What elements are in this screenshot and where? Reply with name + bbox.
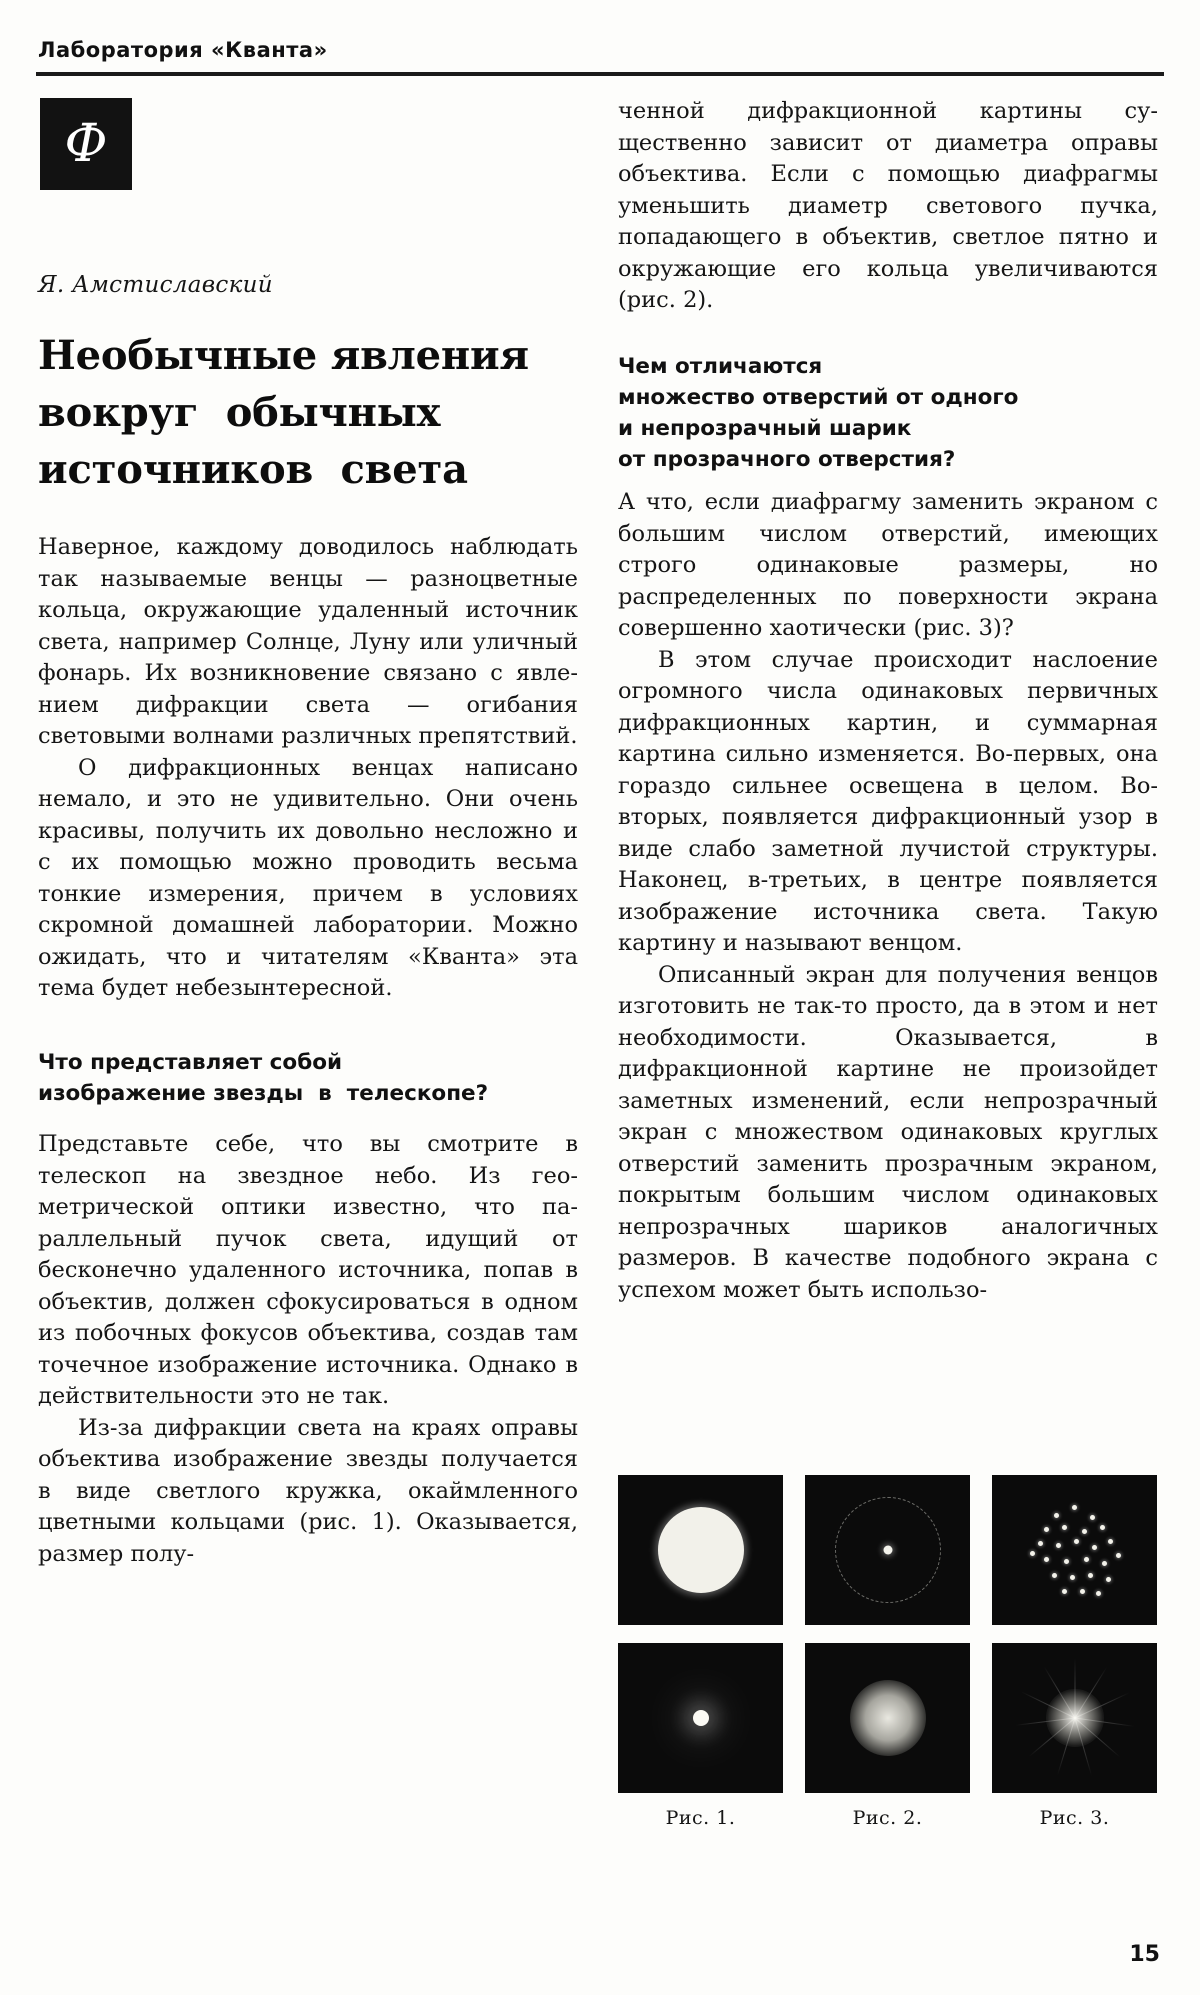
figure-1-top-large-disc	[618, 1475, 783, 1625]
paragraph: ченной дифракционной картины существенно зависит от диаметра оправы объектива. Если с помощью диафрагмы уменьшить диаметр светового пучка, попадающего в объектив, светлое пятно и окружающие его кольца увеличиваются (рис. 2).	[618, 98, 1158, 313]
figure-captions	[618, 1807, 1158, 1829]
figure-caption: Рис. 1.	[665, 1807, 736, 1829]
logo-glyph: Ф	[64, 114, 108, 174]
title-line-2: вокруг обычных	[38, 388, 441, 436]
aperture-speck	[1096, 1591, 1101, 1596]
figure-2-bottom-diffraction-pattern	[805, 1643, 970, 1793]
large-light-disc	[658, 1507, 744, 1593]
aperture-speck	[1056, 1543, 1061, 1548]
figure-row-top	[618, 1475, 1158, 1625]
aperture-speck	[1088, 1573, 1093, 1578]
subhead-line-1: Чем отличаются	[618, 353, 823, 379]
title-line-3: источников света	[38, 445, 468, 493]
aperture-speck	[1080, 1589, 1085, 1594]
header-divider	[36, 72, 1164, 76]
author-byline: Я. Амстиславский	[38, 272, 273, 298]
diffraction-core	[850, 1680, 926, 1756]
aperture-speck	[1030, 1551, 1035, 1556]
page-title	[38, 328, 578, 498]
subhead-line-1: Что представляет собой	[38, 1049, 343, 1075]
aperture-speck	[1082, 1529, 1087, 1534]
subhead-line-3: и непрозрачный шарик	[618, 415, 912, 441]
subhead-line-2: множество отверстий от одного	[618, 384, 1019, 410]
aperture-speck	[1106, 1577, 1111, 1582]
aperture-speck	[1072, 1505, 1077, 1510]
aperture-speck	[1044, 1527, 1049, 1532]
subhead-line-2: изображение звезды в телескопе?	[38, 1081, 489, 1107]
figure-group	[618, 1475, 1158, 1829]
subhead-line-4: от прозрачного отверстия?	[618, 447, 956, 473]
aperture-speck	[1100, 1525, 1105, 1530]
kvant-lab-logo	[40, 98, 132, 190]
aperture-speck	[1070, 1575, 1075, 1580]
aperture-speck	[1092, 1545, 1097, 1550]
aperture-speck	[1090, 1515, 1095, 1520]
paragraph: Наверное, каждому доводилось наблюдать так называемые венцы — разноцветные кольца, окружающие удаленный источник света, например Солнце, Луну или уличный фонарь. Их возникновение связано с явлением дифракции света — огибания световыми волнами различных препятствий.	[38, 534, 578, 750]
aperture-speck	[1038, 1541, 1043, 1546]
paragraph: В этом случае происходит наслоение огромного числа одинаковых первичных дифракционных картин, и суммарная картина сильно изменяется. Во-первых, она гораздо сильнее освещена в целом. Во-вторых, появляется дифракционный узор в виде слабо заметной лучистой структуры. Наконец, в-третьих, в центре появляется изображение источника света. Такую картину и называют венцом.	[618, 646, 1158, 957]
figure-caption: Рис. 3.	[1039, 1807, 1110, 1829]
aperture-speck	[1116, 1553, 1121, 1558]
right-column	[618, 96, 1158, 1306]
figure-2-top-small-dot	[805, 1475, 970, 1625]
paragraph: А что, если диафрагму заменить экраном с большим числом отверстий, имеющих строго одинаковые размеры, но распределенных по поверхности экрана совершенно хаотически (рис. 3)?	[618, 489, 1158, 642]
figure-1-bottom-diffraction-pattern	[618, 1643, 783, 1793]
section-subhead	[618, 351, 1158, 476]
paragraph: Из-за дифракции света на краях оправы объектива изображение звезды получается в виде светлого кружка, окаймленного цветными кольцами (рис. 1). Оказывается, размер полу-	[38, 1414, 578, 1567]
figure-3-top-aperture-array	[992, 1475, 1157, 1625]
diffraction-core	[693, 1710, 709, 1726]
aperture-speck	[1062, 1525, 1067, 1530]
small-light-dot	[883, 1546, 892, 1555]
aperture-speck	[1102, 1561, 1107, 1566]
aperture-speck	[1044, 1557, 1049, 1562]
aperture-speck	[1064, 1559, 1069, 1564]
aperture-speck	[1084, 1557, 1089, 1562]
page-number: 15	[1129, 1942, 1160, 1967]
diffraction-core	[1046, 1689, 1104, 1747]
title-line-1: Необычные явления	[38, 332, 529, 379]
aperture-speck	[1074, 1539, 1079, 1544]
section-subhead	[38, 1047, 578, 1109]
figure-row-bottom	[618, 1643, 1158, 1793]
paragraph: Представьте себе, что вы смотрите в телескоп на звездное небо. Из геометрической оптики известно, что параллельный пучок света, идущий от бесконечно удаленного источника, попав в объектив, должен сфокусироваться в одном из побочных фокусов объектива, создав там точечное изображение источника. Однако в действительности это не так.	[38, 1131, 578, 1410]
aperture-speck	[1052, 1573, 1057, 1578]
paragraph: Описанный экран для получения венцов изготовить не так-то просто, да в этом и нет необходимости. Оказывается, в дифракционной картине не произойдет заметных изменений, если непрозрачный экран с множеством одинаковых круглых отверстий заменить прозрачным экраном, покрытым большим числом одинаковых непрозрачных шариков аналогичных размеров. В качестве подобного экрана с успехом может быть использо-	[618, 961, 1158, 1303]
figure-caption: Рис. 2.	[852, 1807, 923, 1829]
figure-3-bottom-corona-pattern	[992, 1643, 1157, 1793]
aperture-speck	[1054, 1513, 1059, 1518]
left-column	[38, 96, 578, 1570]
aperture-speck	[1062, 1589, 1067, 1594]
running-head: Лаборатория «Кванта»	[38, 38, 328, 62]
aperture-speck	[1108, 1539, 1113, 1544]
paragraph: О дифракционных венцах написано немало, и это не удивительно. Они очень красивы, получить их довольно несложно и с их помощью можно проводить весьма тонкие измерения, причем в условиях скромной домашней лаборатории. Можно ожидать, что и читателям «Кванта» эта тема будет небезынтересной.	[38, 754, 578, 1002]
